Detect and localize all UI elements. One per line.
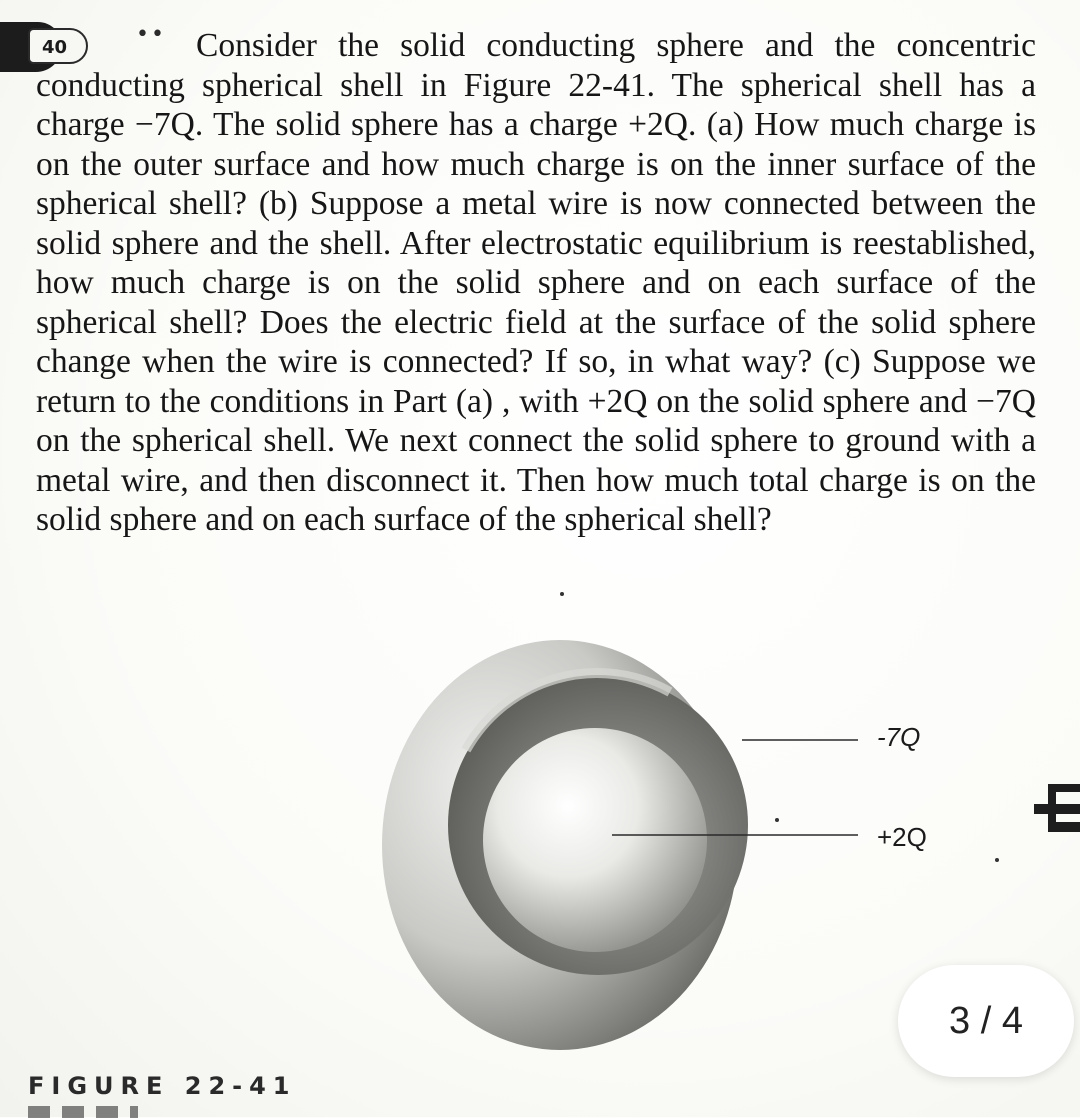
margin-bracket-mark [1034,778,1080,838]
stray-mark [995,858,999,862]
problem-body: Consider the solid conducting sphere and the concentric conducting spherical shell in Figure 22-41. The spherical shell has a charge −7Q. The solid sphere has a charge +2Q. (a) How much charge is on the outer surface and how much charge is on the inner surface of the spherical shell? (b) Suppose a metal wire is now connected between the solid sphere and the shell. After electrostatic equilibrium is reestablished, how much charge is on the solid sphere and on each surface of the spherical shell? Does the electric field at the surface of the solid sphere change when the wire is connected? If so, in what way? (c) Suppose we return to the conditions in Part (a) , with +2Q on the solid sphere and −7Q on the spherical shell. We next connect the solid sphere to ground with a metal wire, and then disconnect it. Then how much total charge is on the solid sphere and on each surface of the spherical shell? [36,27,1036,538]
page-indicator[interactable]: 3 / 4 [898,965,1074,1077]
difficulty-dots: •• [136,22,166,47]
problem-statement [36,26,1036,540]
stray-mark [560,592,564,596]
shell-charge-label: -7Q [877,722,921,752]
sphere-charge-label: +2Q [877,822,927,852]
solid-sphere [483,728,707,952]
cropped-line-remnant [28,1106,138,1118]
figure-caption: FIGURE 22-41 [28,1072,297,1100]
stray-mark [775,818,779,822]
problem-number-badge: 40 [28,28,88,64]
